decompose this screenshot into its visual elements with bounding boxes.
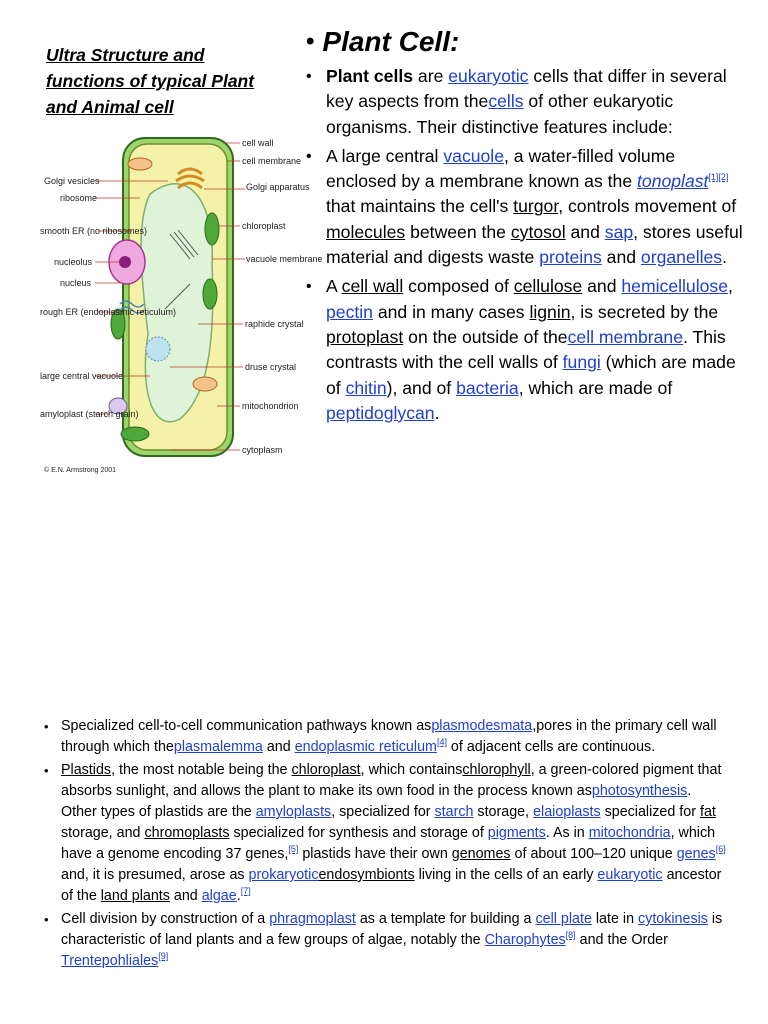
text-run: (which are made of	[326, 352, 736, 398]
wiki-link[interactable]: hemicellulose	[621, 276, 728, 297]
label-ribosome: ribosome	[60, 193, 98, 203]
feature-bullet	[306, 144, 746, 270]
text-run: , a water-filled volume enclosed by a membrane known as the	[326, 145, 676, 192]
wiki-link[interactable]: pectin	[326, 301, 373, 322]
wiki-link[interactable]: fungi	[562, 352, 601, 373]
feature-bullet	[306, 274, 746, 426]
text-run: ,	[727, 276, 733, 297]
wiki-link[interactable]: cell plate	[535, 911, 592, 927]
wiki-link[interactable]: Trentepohliales	[61, 953, 159, 969]
label-amyloplast: amyloplast (starch grain)	[40, 409, 139, 419]
text-run: , the most notable being the	[111, 762, 292, 778]
wiki-link[interactable]: bacteria	[456, 377, 519, 398]
label-rough-er: rough ER (endoplasmic reticulum)	[40, 307, 177, 317]
mitochondrion-shape	[128, 158, 152, 170]
text-run: Plant cells	[326, 66, 414, 86]
text-run: , which are made of	[518, 377, 673, 398]
plant-cell-diagram	[40, 134, 323, 479]
label-copyright: © E.N. Armstrong 2001	[44, 467, 117, 474]
text-run: cellulose	[513, 276, 583, 297]
heading-text: Plant Cell:	[322, 26, 460, 57]
wiki-link[interactable]: pigments	[487, 825, 546, 841]
wiki-link[interactable]: [9]	[158, 951, 169, 962]
label-nucleolus: nucleolus	[54, 257, 93, 267]
text-run: between the	[405, 221, 511, 242]
text-run: .	[434, 402, 440, 423]
label-smooth-er: smooth ER (no ribosomes)	[40, 226, 148, 236]
wiki-link[interactable]: sap	[604, 221, 634, 242]
text-run: specialized for synthesis and storage of	[229, 825, 488, 841]
wiki-link[interactable]: elaioplasts	[533, 804, 601, 820]
text-run: is characteristic of land plants and a few groups of algae, notably the	[61, 911, 723, 948]
bullet-icon: •	[306, 28, 315, 55]
wiki-link[interactable]: [7]	[240, 886, 251, 897]
text-run: living in the cells of an early	[414, 867, 598, 883]
label-golgi-vesicles: Golgi vesicles	[44, 176, 100, 186]
wiki-link[interactable]: cytokinesis	[638, 911, 708, 927]
text-run: ,pores in the primary cell wall through which the	[61, 718, 717, 755]
text-run: and the Order	[575, 932, 668, 948]
text-run: and, it is presumed, arose as	[61, 867, 249, 883]
text-run: storage,	[473, 804, 534, 820]
text-run: of adjacent cells are continuous.	[446, 739, 656, 755]
text-run: of about 100–120 unique	[510, 846, 677, 862]
label-cell-membrane: cell membrane	[242, 156, 302, 166]
text-run: cell wall	[341, 276, 404, 297]
wiki-link[interactable]: [6]	[715, 844, 726, 855]
text-run: lignin	[529, 301, 571, 322]
text-run: .	[722, 247, 727, 268]
label-cell-wall: cell wall	[242, 138, 274, 148]
wiki-link[interactable]: [5]	[288, 844, 299, 855]
text-run: . This contrasts with the cell walls of	[326, 326, 726, 373]
text-run: , a green-colored pigment that absorbs sunlight, and allows the plant to make its own food in the process known as	[61, 762, 722, 799]
text-run: of other eukaryotic organisms. Their distinctive features include:	[326, 91, 674, 137]
wiki-link[interactable]: cells	[488, 91, 524, 112]
wiki-link[interactable]: mitochondria	[588, 825, 671, 841]
text-run: , which contains	[360, 762, 463, 778]
feature-bullet	[306, 64, 746, 140]
section-heading	[306, 26, 746, 58]
text-run: composed of	[403, 276, 514, 297]
text-run: protoplast	[326, 326, 404, 347]
wiki-link[interactable]: prokaryotic	[248, 867, 319, 883]
label-cytoplasm: cytoplasm	[242, 445, 283, 455]
feature-list-lower	[44, 716, 728, 972]
text-run: turgor	[513, 196, 559, 217]
text-run: chloroplast	[291, 762, 361, 778]
wiki-link[interactable]: [1][2]	[708, 172, 729, 183]
wiki-link[interactable]: [8]	[565, 930, 576, 941]
text-run: . As in	[545, 825, 589, 841]
wiki-link[interactable]: genes	[676, 846, 716, 862]
text-run: , which have a genome encoding 37 genes,	[61, 825, 716, 862]
feature-bullet	[44, 760, 728, 907]
text-run: , controls movement of	[558, 196, 737, 217]
label-golgi-apparatus: Golgi apparatus	[246, 182, 310, 192]
text-run: cells that differ in several key aspects from the	[326, 66, 727, 112]
text-run: that maintains the cell's	[326, 196, 514, 217]
wiki-link[interactable]: chitin	[345, 377, 387, 398]
text-run: are	[413, 66, 449, 86]
text-run: and in many cases	[372, 301, 530, 322]
text-run: Cell division by construction of a	[61, 911, 270, 927]
label-large-central-vacuole: large central vacuole	[40, 371, 124, 381]
text-run: A	[326, 276, 342, 297]
wiki-link[interactable]: phragmoplast	[269, 911, 356, 927]
wiki-link[interactable]: endoplasmic reticulum	[294, 739, 437, 755]
text-run: .	[236, 888, 241, 904]
wiki-link[interactable]: plasmalemma	[173, 739, 263, 755]
wiki-link[interactable]: starch	[434, 804, 474, 820]
text-run: , is secreted by the	[570, 301, 719, 322]
text-run: fat	[699, 804, 716, 820]
text-run: chlorophyll	[462, 762, 531, 778]
text-run: ), and of	[386, 377, 457, 398]
wiki-link[interactable]: photosynthesis	[591, 783, 688, 799]
wiki-link[interactable]: eukaryotic	[448, 66, 529, 86]
text-run: endosymbionts	[318, 867, 415, 883]
text-run: , stores useful material and digests waste	[326, 221, 743, 268]
text-run: Specialized cell-to-cell communication pathways known as	[61, 718, 432, 734]
plant-cell-section	[306, 26, 746, 430]
text-run: ancestor of the	[61, 867, 722, 904]
wiki-link[interactable]: [4]	[436, 737, 447, 748]
text-run: and	[582, 276, 622, 297]
text-run: plastids have their own	[298, 846, 452, 862]
text-run: on the outside of the	[403, 326, 568, 347]
wiki-link[interactable]: plasmodesmata	[431, 718, 533, 734]
feature-bullet	[44, 716, 728, 758]
wiki-link[interactable]: proteins	[539, 247, 602, 268]
text-run: A large central	[326, 145, 444, 166]
text-run: cytosol	[510, 221, 566, 242]
wiki-link[interactable]: vacuole	[443, 145, 505, 166]
label-druse-crystal: druse crystal	[245, 362, 297, 372]
label-raphide-crystal: raphide crystal	[245, 319, 304, 329]
text-run: chromoplasts	[144, 825, 230, 841]
text-run: land plants	[100, 888, 170, 904]
wiki-link[interactable]: tonoplast	[637, 171, 709, 192]
mitochondrion-shape	[193, 377, 217, 391]
label-nucleus: nucleus	[60, 278, 92, 288]
text-run: . Other types of plastids are the	[61, 783, 692, 820]
chloroplast-shape	[121, 427, 149, 441]
left-title: Ultra Structure and functions of typical Plant and Animal cell	[46, 45, 255, 117]
text-run: storage, and	[61, 825, 145, 841]
text-run: , specialized for	[331, 804, 435, 820]
druse-crystal-shape	[146, 337, 170, 361]
wiki-link[interactable]: cell membrane	[567, 326, 683, 347]
wiki-link[interactable]: Charophytes	[484, 932, 566, 948]
text-run: as a template for building a	[355, 911, 536, 927]
wiki-link[interactable]: organelles	[640, 247, 723, 268]
text-run: and	[262, 739, 295, 755]
additional-features	[44, 716, 728, 974]
feature-list	[306, 64, 746, 426]
wiki-link[interactable]: algae	[201, 888, 237, 904]
wiki-link[interactable]: peptidoglycan	[326, 402, 435, 423]
wiki-link[interactable]: eukaryotic	[597, 867, 663, 883]
text-run: genomes	[451, 846, 511, 862]
label-vacuole-membrane: vacuole membrane	[246, 254, 323, 264]
text-run: late in	[591, 911, 639, 927]
label-chloroplast: chloroplast	[242, 221, 286, 231]
chloroplast-shape	[203, 279, 217, 309]
text-run: and	[601, 247, 641, 268]
text-run: Plastids	[61, 762, 112, 778]
feature-bullet	[44, 909, 728, 972]
wiki-link[interactable]: amyloplasts	[255, 804, 332, 820]
chloroplast-shape	[205, 213, 219, 245]
text-run: and	[169, 888, 202, 904]
text-run: specialized for	[600, 804, 700, 820]
text-run: molecules	[326, 221, 406, 242]
text-run: and	[565, 221, 605, 242]
nucleolus-shape	[119, 256, 131, 268]
label-mitochondrion: mitochondrion	[242, 401, 299, 411]
